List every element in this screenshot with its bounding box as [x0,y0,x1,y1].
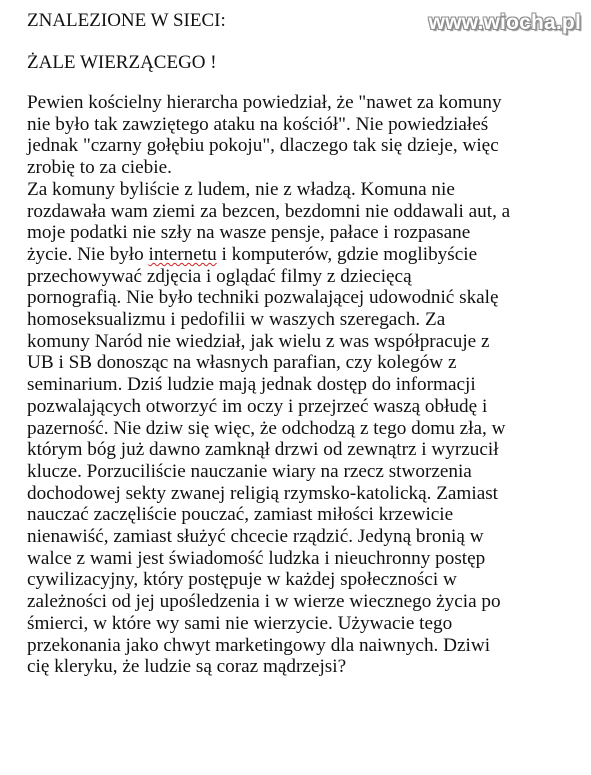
text-line: pozwalających otworzyć im oczy i przejrzeć waszą obłudę i [27,395,488,417]
text-line: komuny Naród nie wiedział, jak wielu z was współpracuje z [27,330,490,352]
text-line: śmierci, w które wy sami nie wierzycie. Używacie tego [27,612,453,634]
text-line: zależności od jej upośledzenia i w wierze wiecznego życia po [27,591,501,613]
document-body [27,92,587,678]
text-line: moje podatki nie szły na wasze pensje, pałace i rozpasane [27,222,471,244]
text-line: Za komuny byliście z ludem, nie z władzą. Komuna nie [27,178,455,200]
text-line: dochodowej sekty zwanej religią rzymsko-katolicką. Zamiast [27,482,499,504]
text-line: zrobię to za ciebie. [27,157,172,179]
text-line: jednak "czarny gołębiu pokoju", dlaczego tak się dzieje, więc [27,135,499,157]
text-segment: i komputerów, gdzie moglibyście [216,243,478,265]
text-line: klucze. Porzuciliście nauczanie wiary na rzecz stworzenia [27,460,472,482]
text-line: seminarium. Dziś ludzie mają jednak dostęp do informacji [27,374,476,396]
text-line: którym bóg już dawno zamknął drzwi od zewnątrz i wyrzucił [27,439,499,461]
page-title: ZNALEZIONE W SIECI: [27,10,226,31]
text-line: pazerność. Nie dziw się więc, że odchodzą z tego domu zła, w [27,417,506,439]
text-line: pornografią. Nie było techniki pozwalającej udowodnić skalę [27,287,499,309]
text-line: UB i SB donosząc na własnych parafian, czy kolegów z [27,352,457,374]
text-line: homoseksualizmu i pedofilii w waszych szeregach. Za [27,309,446,331]
text-line: walce z wami jest świadomość ludzka i nieuchronny postęp [27,547,486,569]
spellcheck-underlined-word: internetu [148,243,217,265]
document-subtitle: ŻALE WIERZĄCEGO ! [27,52,217,73]
watermark-logo: www.wiocha.pl [428,11,581,34]
text-line-with-spellcheck [27,244,587,266]
text-line: przekonania jako chwyt marketingowy dla naiwnych. Dziwi [27,634,491,656]
text-line: przechowywać zdjęcia i oglądać filmy z dziecięcą [27,265,412,287]
text-line: cywilizacyjny, który postępuje w każdej społeczności w [27,569,457,591]
text-segment: życie. Nie było [27,243,149,265]
text-line: Pewien kościelny hierarcha powiedział, że "nawet za komuny [27,92,502,113]
text-line: nienawiść, zamiast służyć chcecie rządzić. Jedyną bronią w [27,526,484,548]
text-line: nauczać zaczęliście pouczać, zamiast miłości krzewicie [27,504,454,526]
text-line: nie było tak zawziętego ataku na kościół". Nie powiedziałeś [27,113,489,135]
text-line: cię kleryku, że ludzie są coraz mądrzejsi? [27,656,347,678]
text-line: rozdawała wam ziemi za bezcen, bezdomni nie oddawali aut, a [27,200,511,222]
